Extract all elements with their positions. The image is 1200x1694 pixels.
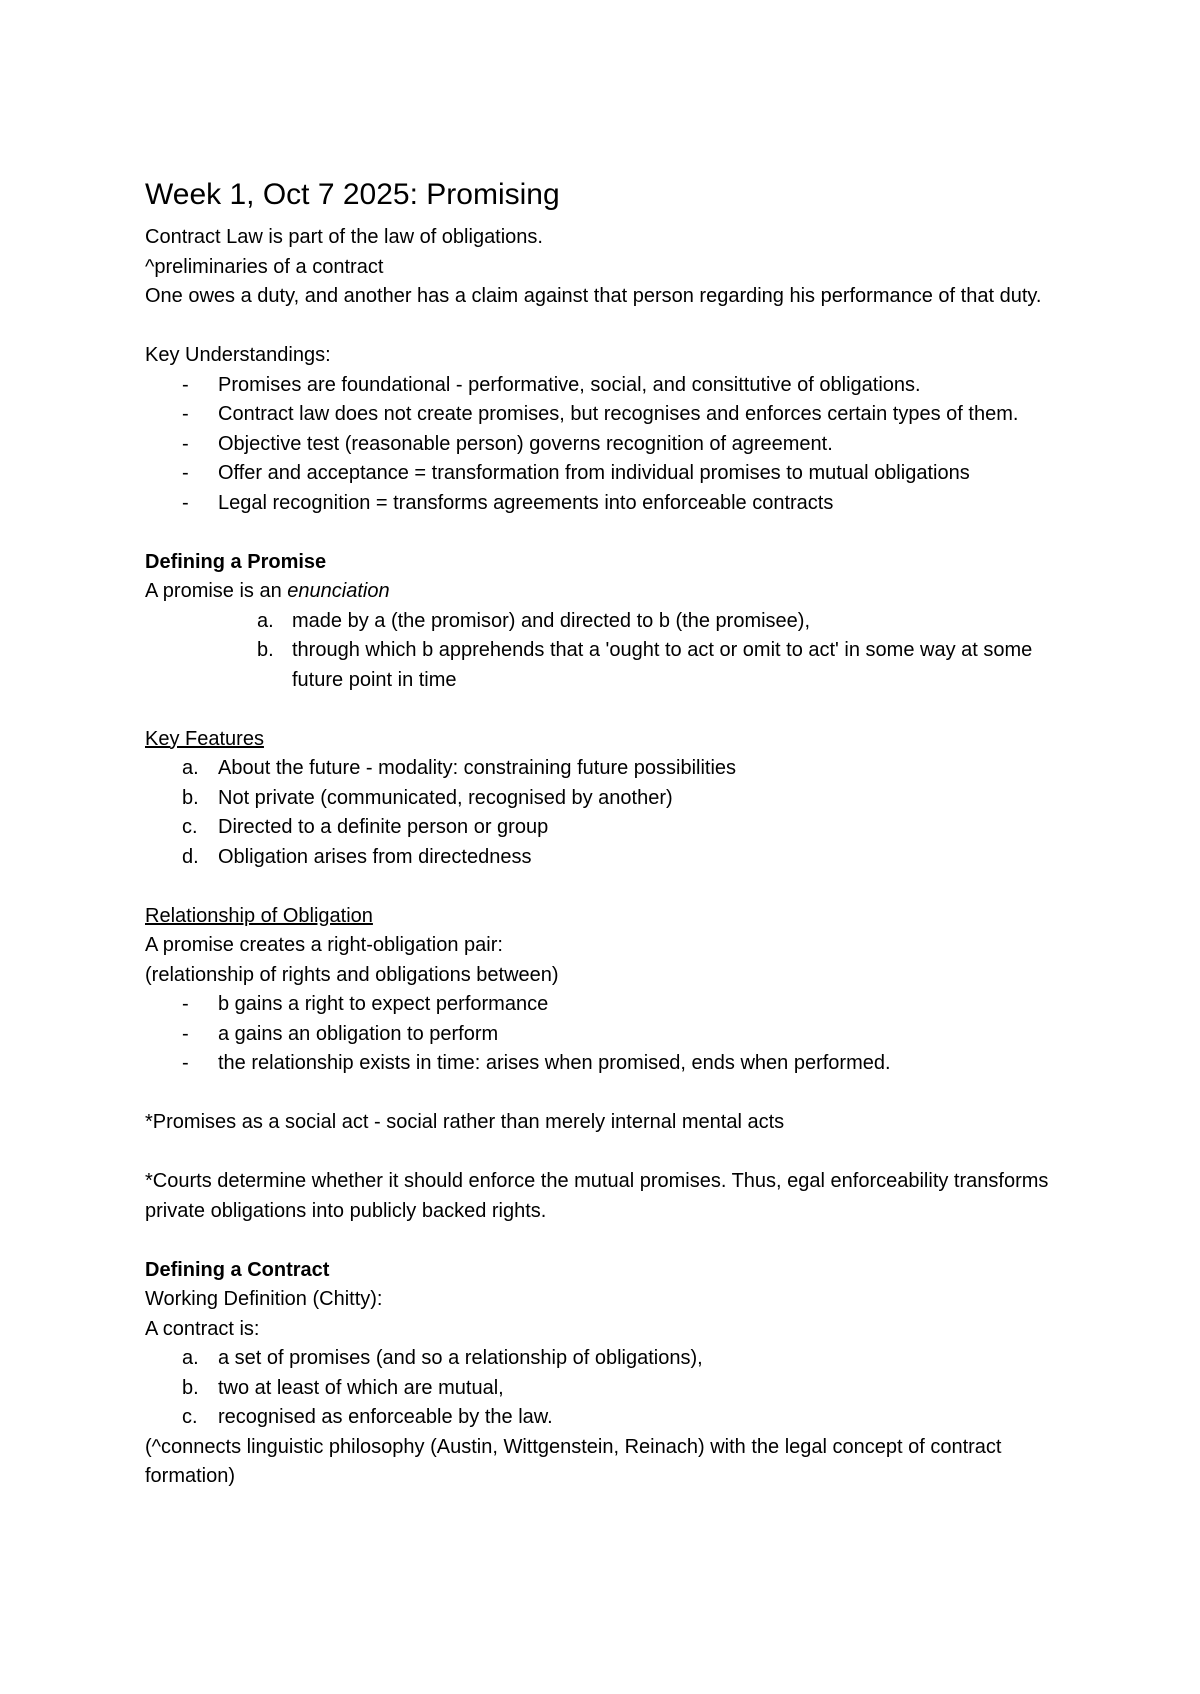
list-marker: d. (182, 845, 199, 868)
spacer (145, 872, 1065, 902)
relationship-line-1: A promise creates a right-obligation pair: (145, 934, 503, 956)
list-item: b. Not private (communicated, recognised by another) (145, 784, 1065, 814)
relationship-line-2: (relationship of rights and obligations between) (145, 963, 559, 986)
list-item: c. Directed to a definite person or group (145, 813, 1065, 843)
key-features-heading: Key Features (145, 727, 264, 750)
dash-marker: - (182, 373, 189, 396)
document-page (145, 175, 1065, 1492)
list-item: - a gains an obligation to perform (145, 1020, 1065, 1050)
defining-contract-heading: Defining a Contract (145, 1258, 330, 1281)
spacer (145, 1138, 1065, 1168)
note-social-act: *Promises as a social act - social rather than merely internal mental acts (145, 1111, 785, 1133)
note-courts: *Courts determine whether it should enforce the mutual promises. Thus, egal enforceability transforms private obligations into publicly backed rights. (145, 1170, 1049, 1222)
promise-lead: A promise is an enunciation (145, 580, 390, 602)
contract-definition-list (145, 1344, 1065, 1433)
list-item: b. two at least of which are mutual, (145, 1374, 1065, 1404)
list-item: a. a set of promises (and so a relationship of obligations), (145, 1344, 1065, 1374)
emphasis-term: enunciation (287, 580, 390, 602)
list-item: c. recognised as enforceable by the law. (145, 1403, 1065, 1433)
defining-promise-heading: Defining a Promise (145, 550, 327, 573)
list-marker: c. (182, 816, 198, 838)
key-features-list (145, 754, 1065, 872)
contract-line-2: A contract is: (145, 1317, 260, 1340)
contract-closing-note: (^connects linguistic philosophy (Austin, Wittgenstein, Reinach) with the legal concept of contract formation) (145, 1435, 1002, 1487)
dash-marker: - (182, 462, 189, 484)
spacer (145, 518, 1065, 548)
list-item: - Legal recognition = transforms agreements into enforceable contracts (145, 489, 1065, 519)
dash-marker: - (182, 403, 189, 425)
intro-line-3: One owes a duty, and another has a claim against that person regarding his performance of that duty. (145, 285, 1042, 307)
contract-line-1: Working Definition (Chitty): (145, 1288, 383, 1310)
list-item: - Contract law does not create promises, but recognises and enforces certain types of them. (145, 400, 1065, 430)
list-marker: b. (257, 639, 274, 661)
relationship-heading: Relationship of Obligation (145, 904, 373, 927)
relationship-list (145, 990, 1065, 1079)
list-item: b. through which b apprehends that a 'ought to act or omit to act' in some way at some future point in time (145, 636, 1065, 695)
key-understandings-heading: Key Understandings: (145, 344, 331, 366)
list-item: a. made by a (the promisor) and directed to b (the promisee), (145, 607, 1065, 637)
list-item: - b gains a right to expect performance (145, 990, 1065, 1020)
list-item: - Offer and acceptance = transformation from individual promises to mutual obligations (145, 459, 1065, 489)
list-item: - Promises are foundational - performative, social, and consittutive of obligations. (145, 371, 1065, 401)
spacer (145, 312, 1065, 342)
list-marker: b. (182, 1376, 199, 1399)
dash-marker: - (182, 432, 189, 455)
list-item: - Objective test (reasonable person) governs recognition of agreement. (145, 430, 1065, 460)
list-item: a. About the future - modality: constraining future possibilities (145, 754, 1065, 784)
list-marker: a. (182, 757, 199, 779)
spacer (145, 1226, 1065, 1256)
intro-line-2: ^preliminaries of a contract (145, 255, 384, 278)
key-understandings-list (145, 371, 1065, 519)
promise-definition-list (145, 607, 1065, 696)
spacer (145, 695, 1065, 725)
list-marker: c. (182, 1406, 198, 1428)
page-title: Week 1, Oct 7 2025: Promising (145, 178, 560, 211)
list-marker: a. (182, 1347, 199, 1369)
list-marker: b. (182, 786, 199, 809)
spacer (145, 1079, 1065, 1109)
list-item: d. Obligation arises from directedness (145, 843, 1065, 873)
list-marker: a. (257, 609, 274, 632)
list-item: - the relationship exists in time: arises when promised, ends when performed. (145, 1049, 1065, 1079)
dash-marker: - (182, 1022, 189, 1045)
intro-line-1: Contract Law is part of the law of obligations. (145, 226, 543, 248)
dash-marker: - (182, 1052, 189, 1074)
dash-marker: - (182, 491, 189, 514)
dash-marker: - (182, 993, 189, 1015)
